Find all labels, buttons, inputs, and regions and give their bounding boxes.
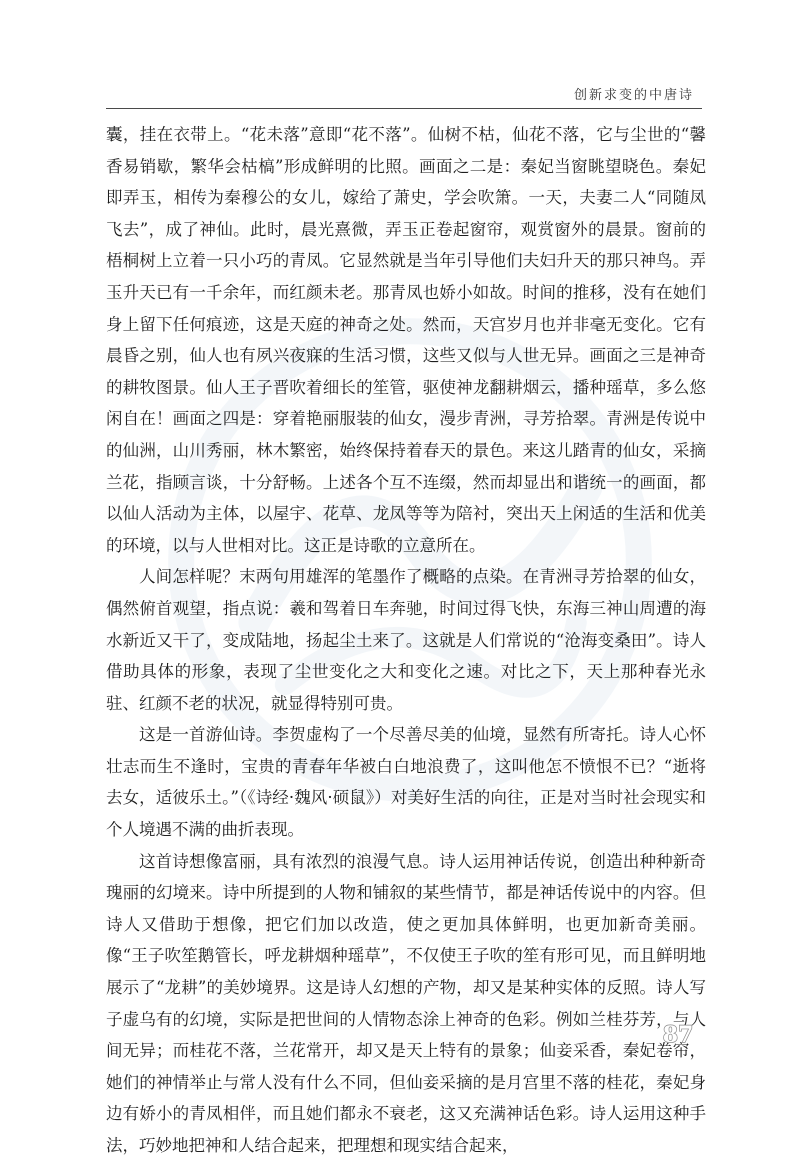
paragraph: 这是一首游仙诗。李贺虚构了一个尽善尽美的仙境，显然有所寄托。诗人心怀壮志而生不逢时，宝贵的青春年华被白白地浪费了，这叫他怎不愤恨不已？“逝将去女，适彼乐土。”（《诗经·魏风·硕鼠》）对美好生活的向往，正是对当时社会现实和个人境遇不满的曲折表现。 — [106, 725, 706, 840]
paragraph: 人间怎样呢？末两句用雄浑的笔墨作了概略的点染。在青洲寻芳拾翠的仙女，偶然俯首观望，指点说：羲和驾着日车奔驰，时间过得飞快，东海三神山周遭的海水新近又干了，变成陆地，扬起尘土来了。这就是人们常说的“沧海变桑田”。诗人借助具体的形象，表现了尘世变化之大和变化之速。对比之下，天上那种春光永驻、红颜不老的状况，就显得特别可贵。 — [106, 567, 706, 713]
running-header: 创新求变的中唐诗 — [573, 88, 694, 103]
paragraph: 这首诗想像富丽，具有浓烈的浪漫气息。诗人运用神话传说，创造出种种新奇瑰丽的幻境来。诗中所提到的人物和铺叙的某些情节，都是神话传说中的内容。但诗人又借助于想像，把它们加以改造，使之更加具体鲜明，也更加新奇美丽。像“王子吹笙鹅管长，呼龙耕烟种瑶草”，不仅使王子吹的笙有形可见，而且鲜明地展示了“龙耕”的美妙境界。这是诗人幻想的产物，却又是某种实体的反照。诗人写子虚乌有的幻境，实际是把世间的人情物态涂上神奇的色彩。例如兰桂芬芳，与人间无异；而桂花不落，兰花常开，却又是天上特有的景象；仙妾采香，秦妃卷帘，她们的神情举止与常人没有什么不同，但仙妾采摘的是月宫里不落的桂花，秦妃身边有娇小的青凤相伴，而且她们都永不衰老，这又充满神话色彩。诗人运用这种手法，巧妙地把神和人结合起来，把理想和现实结合起来， — [106, 851, 706, 1155]
page-number — [658, 1018, 698, 1048]
body-text — [106, 119, 706, 1162]
paragraph-continued: 囊，挂在衣带上。“花未落”意即“花不落”。仙树不枯，仙花不落，它与尘世的“馨香易销歇，繁华会枯槁”形成鲜明的比照。画面之二是：秦妃当窗眺望晓色。秦妃即弄玉，相传为秦穆公的女儿，嫁给了萧史，学会吹箫。一天，夫妻二人“同随凤飞去”，成了神仙。此时，晨光熹微，弄玉正卷起窗帘，观赏窗外的晨景。窗前的梧桐树上立着一只小巧的青凤。它显然就是当年引导他们夫妇升天的那只神鸟。弄玉升天已有一千余年，而红颜未老。那青凤也娇小如故。时间的推移，没有在她们身上留下任何痕迹，这是天庭的神奇之处。然而，天宫岁月也并非毫无变化。它有晨昏之别，仙人也有夙兴夜寐的生活习惯，这些又似与人世无异。画面之三是神奇的耕牧图景。仙人王子晋吹着细长的笙管，驱使神龙翻耕烟云，播种瑶草，多么悠闲自在！画面之四是：穿着艳丽服装的仙女，漫步青洲，寻芳拾翠。青洲是传说中的仙洲，山川秀丽，林木繁密，始终保持着春天的景色。来这儿踏青的仙女，采摘兰花，指顾言谈，十分舒畅。上述各个互不连缀，然而却显出和谐统一的画面，都以仙人活动为主体，以屋宇、花草、龙凤等等为陪衬，突出天上闲适的生活和优美的环境，以与人世相对比。这正是诗歌的立意所在。 — [106, 125, 706, 555]
header-rule — [106, 108, 702, 109]
page-number-text: 87 — [662, 1022, 694, 1048]
